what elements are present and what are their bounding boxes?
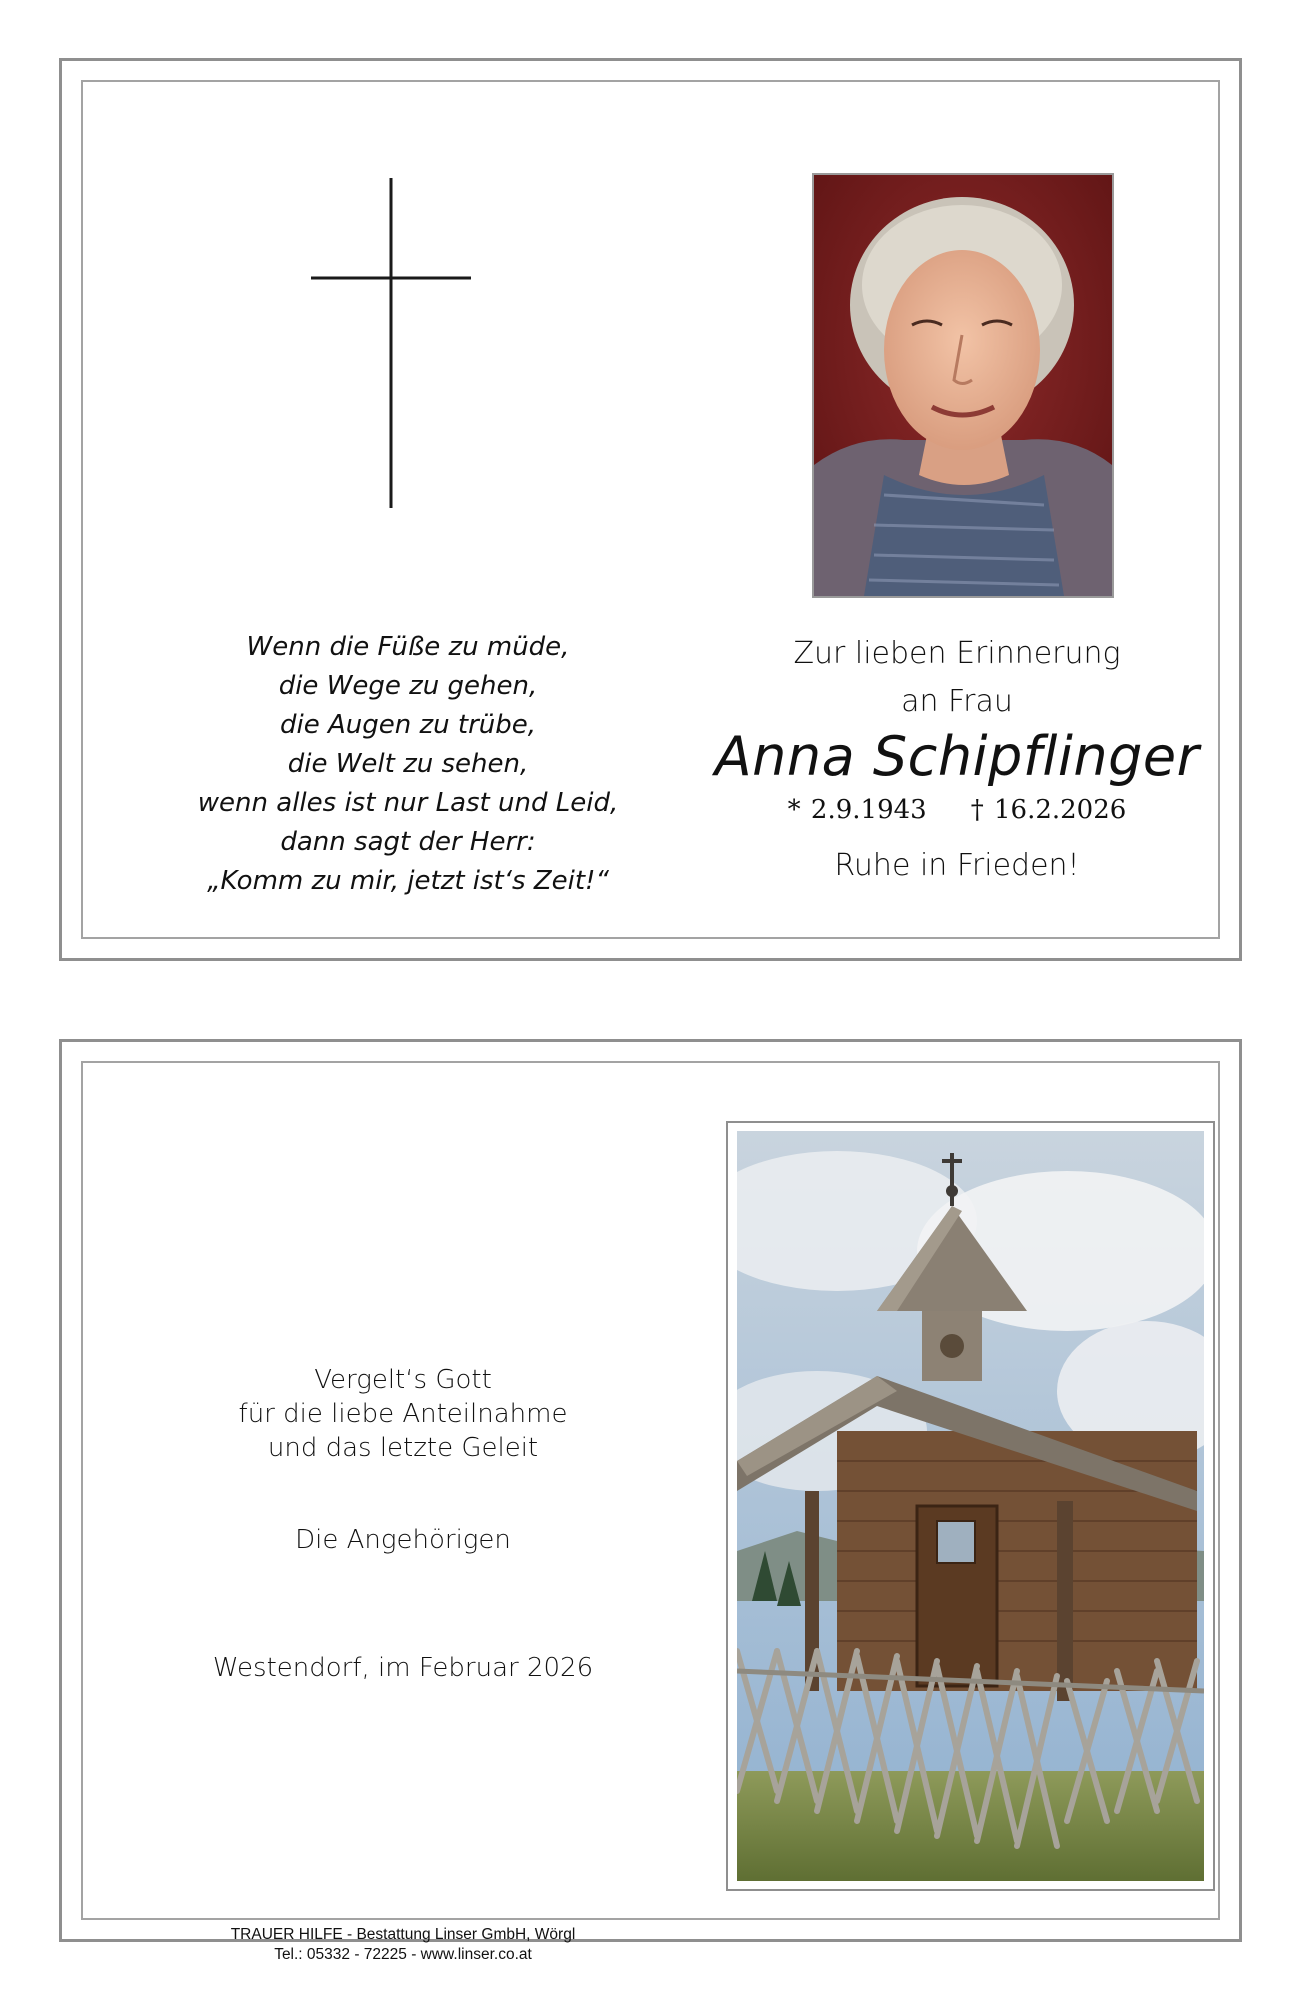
memorial-card-back [59,1039,1242,1963]
poem-line: die Welt zu sehen, [287,749,529,779]
life-dates [677,792,1237,828]
funeral-home-contact: Tel.: 05332 - 72225 - www.linser.co.at [274,1946,532,1963]
thanks-line: für die liebe Anteilnahme [238,1399,568,1429]
funeral-home-credits [173,1925,633,1965]
memory-heading: Zur lieben Erinnerung [793,636,1121,671]
inner-frame [81,1061,1220,1963]
memorial-card-front [59,58,1242,961]
closing-phrase: Ruhe in Frieden! [834,848,1080,883]
poem-line: die Augen zu trübe, [279,710,536,740]
portrait-photo [812,173,1114,598]
poem-line: Wenn die Füße zu müde, [246,632,570,662]
memorial-text [677,630,1237,888]
thanks-line: und das letzte Geleit [267,1433,539,1463]
poem-line: dann sagt der Herr: [280,827,536,857]
thanks-line: Vergelt‘s Gott [314,1365,492,1395]
birth-date: * 2.9.1943 [787,795,927,825]
poem-line: wenn alles ist nur Last und Leid, [197,788,619,818]
poem-line: die Wege zu gehen, [278,671,538,701]
place-date: Westendorf, im Februar 2026 [212,1653,594,1683]
death-date: † 16.2.2026 [970,795,1127,825]
thanks-block [193,1363,613,1685]
deceased-name: Anna Schipflinger [714,725,1200,788]
inner-frame [81,80,1220,939]
chapel-photo-frame [726,1121,1215,1891]
poem [163,628,653,901]
memory-subheading: an Frau [901,684,1013,719]
cross-icon [311,178,471,508]
poem-line: „Komm zu mir, jetzt ist‘s Zeit!“ [207,866,609,896]
funeral-home-name: TRAUER HILFE - Bestattung Linser GmbH, Wörgl [230,1926,576,1943]
signature: Die Angehörigen [295,1525,511,1555]
chapel-photo [737,1131,1204,1881]
